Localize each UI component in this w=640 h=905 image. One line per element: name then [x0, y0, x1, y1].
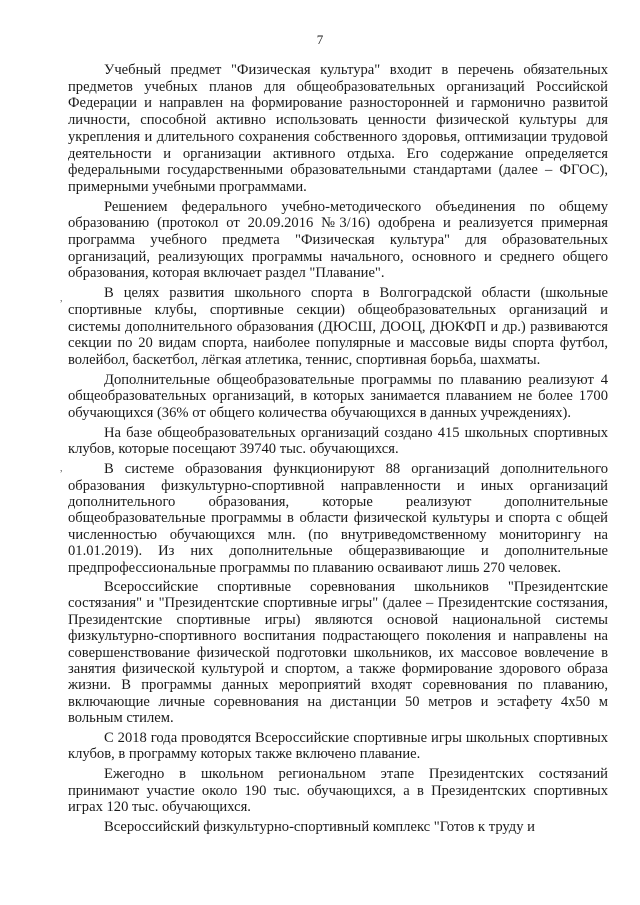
paragraph-swimming-programs: Дополнительные общеобразовательные программы по плаванию реализуют 4 общеобразовательных организаций, в которых занимается плаванием не более 1700 обучающихся (36% от общего количества обучающихся в данных учреждениях).	[68, 371, 608, 422]
document-body	[68, 62, 608, 839]
paragraph-additional-education: В системе образования функционируют 88 организаций дополнительного образования физкультурно-спортивной направленности и иных организаций дополнительного образования, которые реализуют дополнительные общеобразовательные программы в области физической культуры и спорта с общей численностью обучающихся млн. (по внутриведомственному мониторингу на 01.01.2019). Из них дополнительные общеразвивающие и дополнительные предпрофессиональные программы по плаванию осваивают лишь 270 человек.	[68, 461, 608, 576]
page-number: 7	[316, 32, 324, 47]
paragraph-school-sport-development: В целях развития школьного спорта в Волгоградской области (школьные спортивные клубы, спортивные секции) общеобразовательных организаций и системы дополнительного образования (ДЮСШ, ДООЦ, ДЮКФП и др.) развиваются секции по 20 видам спорта, наиболее популярные и массовые виды спорта футбол, волейбол, баскетбол, лёгкая атлетика, теннис, спортивная борьба, шахматы.	[68, 285, 608, 368]
paragraph-physical-culture-subject: Учебный предмет "Физическая культура" входит в перечень обязательных предметов учебных планов для общеобразовательных организаций Российской Федерации и направлен на формирование разносторонней и гармонично развитой личности, способной активно использовать ценности физической культуры для укрепления и длительного сохранения собственного здоровья, оптимизации трудовой деятельности и организации активного отдыха. Его содержание определяется федеральными государственными образовательными стандартами (далее – ФГОС), примерными учебными программами.	[68, 62, 608, 195]
paragraph-school-club-games: С 2018 года проводятся Всероссийские спортивные игры школьных спортивных клубов, в программу которых также включено плавание.	[68, 729, 608, 763]
paragraph-school-sport-clubs: На базе общеобразовательных организаций создано 415 школьных спортивных клубов, которые посещают 39740 тыс. обучающихся.	[68, 424, 608, 458]
paragraph-gto-complex: Всероссийский физкультурно-спортивный комплекс "Готов к труду и	[104, 819, 535, 836]
paragraph-annual-participation: Ежегодно в школьном региональном этапе Президентских состязаний принимают участие около 190 тыс. обучающихся, а в Президентских спортивных играх 120 тыс. обучающихся.	[68, 766, 608, 816]
paragraph-presidential-competitions: Всероссийские спортивные соревнования школьников "Президентские состязания" и "Президентские спортивные игры" (далее – Президентские состязания, Президентские спортивные игры) являются основой национальной системы физкультурно-спортивного воспитания подрастающего поколения и направлены на совершенствование физической подготовки школьников, их массовое вовлечение в занятия физической культурой и спортом, а также формирование здорового образа жизни. В программы данных мероприятий входят соревнования по плаванию, включающие личные соревнования на дистанции 50 метров и эстафету 4х50 м вольным стилем.	[68, 579, 608, 727]
margin-mark: ,	[60, 293, 63, 304]
margin-mark: ,	[60, 463, 63, 474]
paragraph-federal-decision: Решением федерального учебно-методического объединения по общему образованию (протокол от 20.09.2016 №3/16) одобрена и реализуется примерная программа учебного предмета "Физическая культура" для образовательных организаций, реализующих программы начального, основного и среднего общего образования, которая включает раздел "Плавание".	[68, 198, 608, 282]
